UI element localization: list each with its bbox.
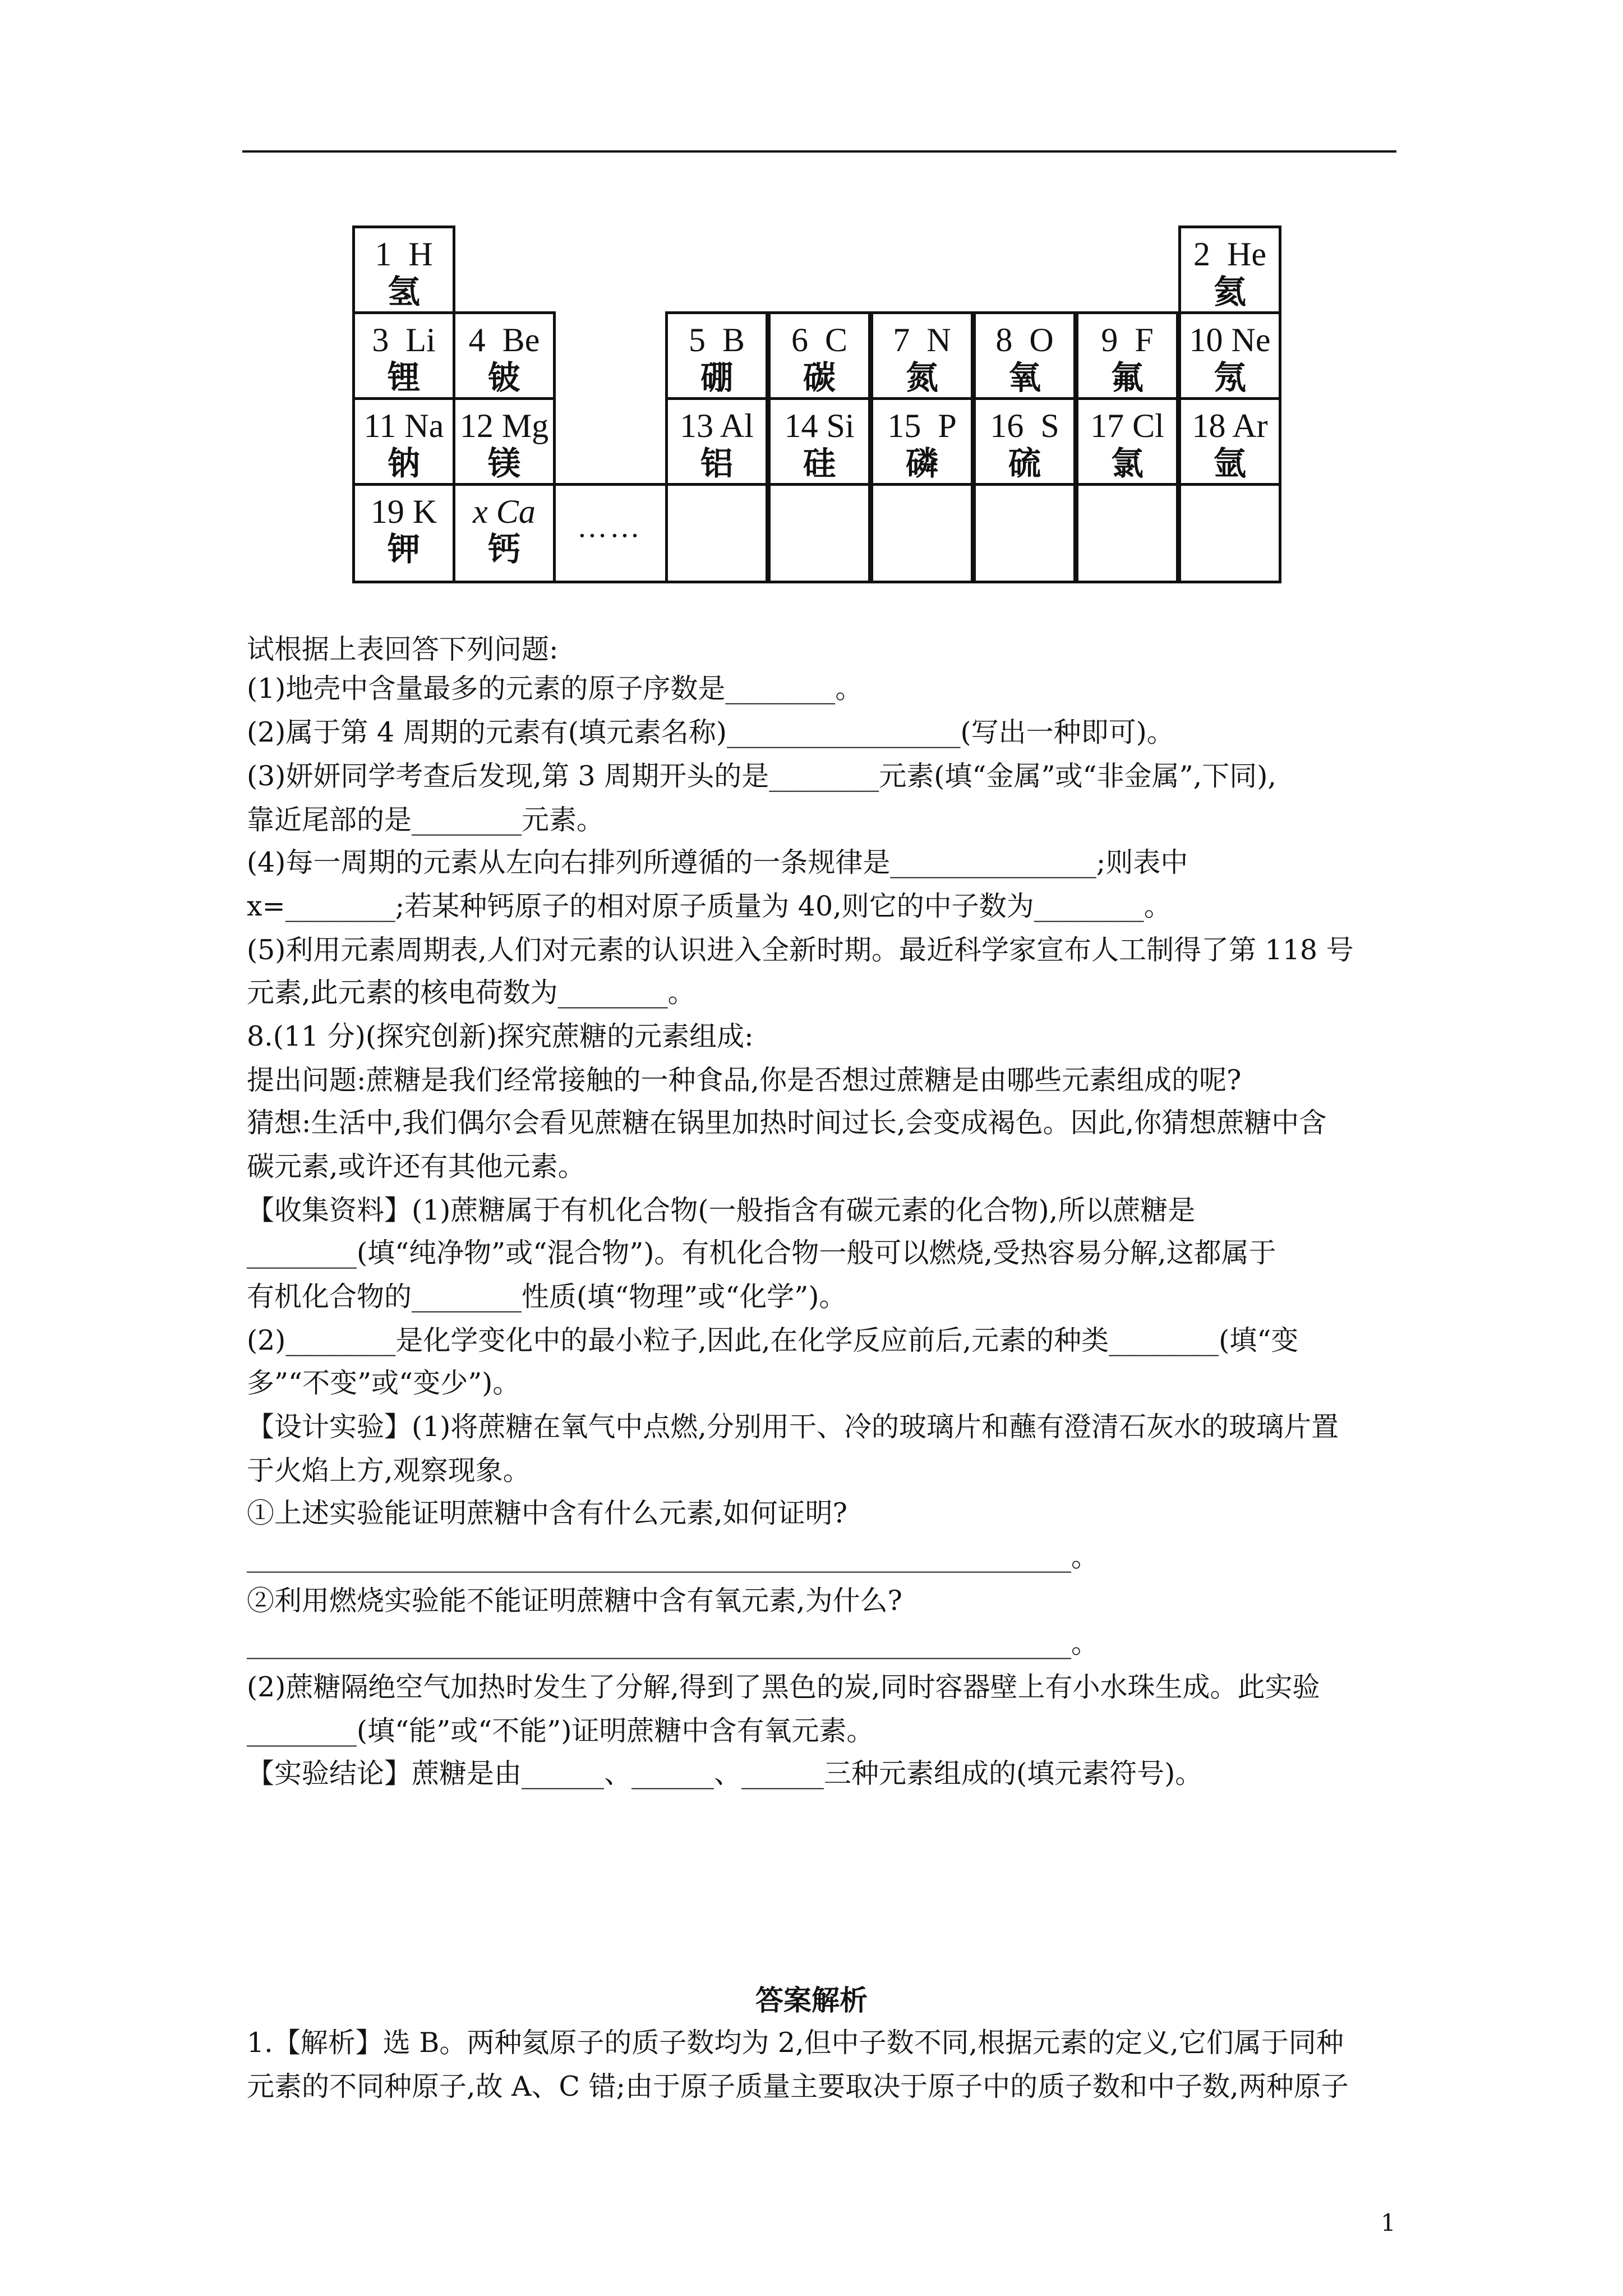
element-cell-cl — [1076, 397, 1179, 486]
text-line: ①上述实验能证明蔗糖中含有什么元素,如何证明? — [247, 1497, 847, 1529]
answer-line: 1.【解析】选 B。两种氦原子的质子数均为 2,但中子数不同,根据元素的定义,它们属于同种 — [247, 2027, 1344, 2059]
element-cell-si — [768, 397, 871, 486]
element-name: 硫 — [1008, 444, 1041, 482]
element-name: 碳 — [803, 358, 836, 397]
element-cell-h — [352, 226, 455, 314]
answer-line: 元素的不同种原子,故 A、C 错;由于原子质量主要取决于原子中的质子数和中子数,两种原子 — [247, 2070, 1349, 2102]
element-cell-empty — [768, 483, 871, 583]
element-cell-ar — [1178, 397, 1281, 486]
element-name: 磷 — [905, 444, 938, 482]
text-line: 提出问题:蔗糖是我们经常接触的一种食品,你是否想过蔗糖是由哪些元素组成的呢? — [247, 1064, 1242, 1096]
text-line: ________(填“纯净物”或“混合物”)。有机化合物一般可以燃烧,受热容易分解,这都属于 — [247, 1237, 1276, 1269]
element-cell-s — [973, 397, 1076, 486]
text-line: 猜想:生活中,我们偶尔会看见蔗糖在锅里加热时间过长,会变成褐色。因此,你猜想蔗糖中含 — [247, 1107, 1327, 1139]
element-cell-n — [870, 311, 974, 400]
text-line: 有机化合物的________性质(填“物理”或“化学”)。 — [247, 1281, 847, 1313]
answer-section-title: 答案解析 — [755, 1984, 868, 2017]
text-line: 碳元素,或许还有其他元素。 — [247, 1151, 585, 1182]
element-name: 钙 — [487, 530, 520, 568]
text-line: 【设计实验】(1)将蔗糖在氧气中点燃,分别用干、冷的玻璃片和蘸有澄清石灰水的玻璃片置 — [247, 1411, 1339, 1443]
element-number-symbol: 19 K — [370, 493, 437, 530]
element-name: 铝 — [700, 444, 733, 482]
element-cell-c — [768, 311, 871, 400]
text-line: x=________;若某种钙原子的相对原子质量为 40,则它的中子数为________。 — [247, 890, 1172, 922]
element-cell-o — [973, 311, 1076, 400]
element-cell-he — [1178, 226, 1281, 314]
text-line: (5)利用元素周期表,人们对元素的认识进入全新时期。最近科学家宣布人工制得了第 118 号 — [247, 934, 1354, 966]
element-cell-empty — [870, 483, 974, 583]
element-number-symbol: 2 He — [1193, 236, 1266, 273]
element-number-symbol: 15 P — [887, 407, 957, 444]
element-cell-al — [665, 397, 768, 486]
periodic-table — [352, 226, 1283, 583]
text-line: (1)地壳中含量最多的元素的原子序数是________。 — [247, 673, 863, 705]
element-name: 氢 — [387, 273, 420, 311]
text-line: 于火焰上方,观察现象。 — [247, 1455, 531, 1487]
element-cell-ne — [1178, 311, 1281, 400]
element-number-symbol: 13 Al — [680, 407, 754, 444]
element-number-symbol: 14 Si — [784, 407, 855, 444]
element-cell-f — [1076, 311, 1179, 400]
element-number-symbol: 9 F — [1101, 321, 1154, 358]
answer-blank-line: ____________________________________________________________。 — [247, 1541, 1099, 1573]
element-cell-empty — [1178, 483, 1281, 583]
text-line: ②利用燃烧实验能不能证明蔗糖中含有氧元素,为什么? — [247, 1585, 902, 1617]
element-number-symbol: 5 B — [688, 321, 745, 358]
element-name: 氦 — [1213, 273, 1246, 311]
element-name: 氮 — [905, 358, 938, 397]
element-number-symbol: 7 N — [893, 321, 951, 358]
element-name: 硼 — [700, 358, 733, 397]
text-line: ________(填“能”或“不能”)证明蔗糖中含有氧元素。 — [247, 1715, 874, 1747]
element-number-symbol: 11 Na — [363, 407, 444, 444]
ellipsis-text: …… — [577, 510, 642, 544]
element-name: 氯 — [1110, 444, 1144, 482]
text-line: (2)属于第 4 周期的元素有(填元素名称)_________________(写出一种即可)。 — [247, 716, 1174, 748]
answer-blank-line: ____________________________________________________________。 — [247, 1627, 1099, 1659]
text-line: 靠近尾部的是________元素。 — [247, 804, 605, 836]
header-rule — [242, 150, 1396, 153]
text-line: (2)蔗糖隔绝空气加热时发生了分解,得到了黑色的炭,同时容器壁上有小水珠生成。此实验 — [247, 1671, 1320, 1703]
element-number-symbol: 8 O — [995, 321, 1054, 358]
text-line: (4)每一周期的元素从左向右排列所遵循的一条规律是_______________;则表中 — [247, 846, 1188, 878]
text-line: 元素,此元素的核电荷数为________。 — [247, 977, 695, 1009]
element-name: 锂 — [387, 358, 420, 397]
element-cell-empty — [1076, 483, 1179, 583]
element-name: 镁 — [487, 444, 520, 482]
element-cell-k — [352, 483, 455, 583]
element-cell-be — [453, 311, 556, 400]
element-number-symbol: 4 Be — [468, 321, 540, 358]
element-cell-empty — [973, 483, 1076, 583]
element-cell-mg — [453, 397, 556, 486]
element-number-symbol: 12 Mg — [459, 407, 549, 444]
element-cell-p — [870, 397, 974, 486]
element-cell-ellipsis — [553, 483, 668, 583]
element-number-symbol: 10 Ne — [1189, 321, 1271, 358]
element-number-symbol: 18 Ar — [1192, 407, 1268, 444]
text-line: 多”“不变”或“变少”)。 — [247, 1367, 520, 1399]
element-number-symbol: 17 Cl — [1090, 407, 1164, 444]
element-cell-empty — [665, 483, 768, 583]
text-line: 8.(11 分)(探究创新)探究蔗糖的元素组成: — [247, 1020, 754, 1052]
element-name: 硅 — [803, 444, 836, 482]
element-cell-na — [352, 397, 455, 486]
element-name: 氧 — [1008, 358, 1041, 397]
text-line: (2)________是化学变化中的最小粒子,因此,在化学反应前后,元素的种类________(填“变 — [247, 1324, 1299, 1356]
text-line: 试根据上表回答下列问题: — [247, 633, 559, 665]
element-name: 钠 — [387, 444, 420, 482]
element-name: 铍 — [487, 358, 520, 397]
text-line: (3)妍妍同学考查后发现,第 3 周期开头的是________元素(填“金属”或“非金属”,下同), — [247, 760, 1276, 792]
text-line: 【实验结论】蔗糖是由______、______、______三种元素组成的(填元素符号)。 — [247, 1757, 1203, 1789]
element-number-symbol: 6 C — [791, 321, 848, 358]
element-name: 氖 — [1213, 358, 1246, 397]
text-line: 【收集资料】(1)蔗糖属于有机化合物(一般指含有碳元素的化合物),所以蔗糖是 — [247, 1194, 1196, 1226]
element-name: 钾 — [387, 530, 420, 568]
element-number-symbol: 1 H — [375, 236, 433, 273]
element-cell-ca — [453, 483, 556, 583]
element-name: 氟 — [1110, 358, 1144, 397]
page-number: 1 — [1381, 2209, 1396, 2237]
element-number-symbol: x Ca — [473, 493, 536, 530]
element-cell-li — [352, 311, 455, 400]
element-cell-b — [665, 311, 768, 400]
element-number-symbol: 3 Li — [372, 321, 436, 358]
element-number-symbol: 16 S — [990, 407, 1059, 444]
element-name: 氩 — [1213, 444, 1246, 482]
